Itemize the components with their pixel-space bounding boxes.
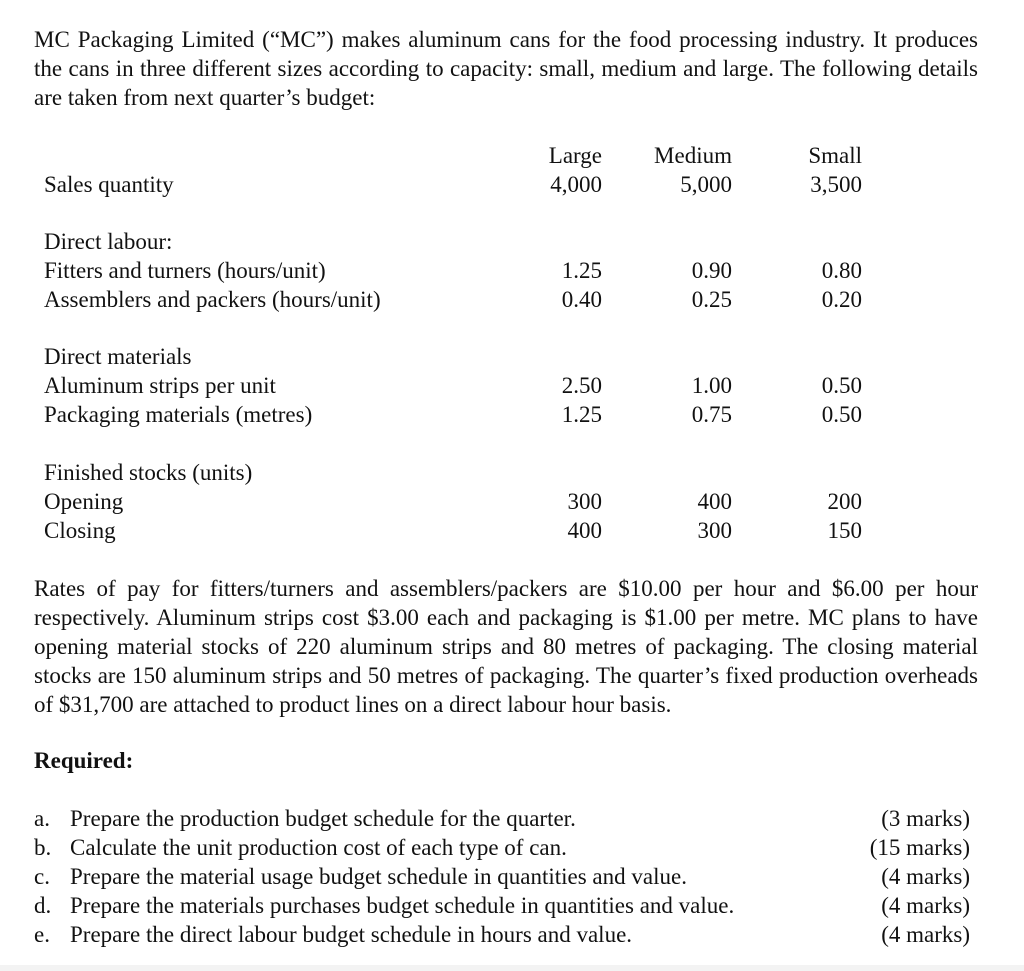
value-large: 2.50	[561, 373, 602, 398]
value-large: 4,000	[550, 172, 602, 197]
column-header-small: Small	[808, 143, 862, 168]
table-row	[0, 516, 1024, 545]
row-label: Fitters and turners (hours/unit)	[44, 258, 326, 283]
value-medium: 300	[697, 518, 732, 543]
question-text: Prepare the direct labour budget schedule in hours and value.	[70, 922, 633, 947]
section-label: Direct labour:	[44, 229, 173, 254]
table-row	[0, 371, 1024, 400]
question-letter: c.	[34, 864, 50, 889]
question-item	[0, 920, 1024, 949]
row-label: Assemblers and packers (hours/unit)	[44, 287, 381, 312]
question-marks: (4 marks)	[881, 893, 970, 918]
table-header-row	[0, 141, 1024, 170]
row-label: Closing	[44, 518, 116, 543]
table-row	[0, 285, 1024, 314]
value-large: 1.25	[561, 402, 602, 427]
value-large: 1.25	[561, 258, 602, 283]
value-medium: 0.90	[691, 258, 732, 283]
value-medium: 5,000	[680, 172, 732, 197]
question-letter: e.	[34, 922, 50, 947]
value-medium: 0.25	[691, 287, 732, 312]
value-small: 150	[827, 518, 862, 543]
question-text: Prepare the production budget schedule for the quarter.	[70, 806, 576, 831]
question-item	[0, 804, 1024, 833]
value-small: 0.80	[821, 258, 862, 283]
page-bottom-edge	[0, 965, 1024, 971]
value-medium: 400	[697, 489, 732, 514]
table-row	[0, 458, 1024, 487]
row-label: Sales quantity	[44, 172, 174, 197]
question-text: Prepare the materials purchases budget schedule in quantities and value.	[70, 893, 735, 918]
row-label: Aluminum strips per unit	[44, 373, 276, 398]
value-large: 300	[567, 489, 602, 514]
question-marks: (4 marks)	[881, 922, 970, 947]
question-marks: (3 marks)	[881, 806, 970, 831]
question-letter: a.	[34, 806, 50, 831]
rates-paragraph: Rates of pay for fitters/turners and assemblers/packers are $10.00 per hour and $6.00 per hour respectively. Aluminum strips cost $3.00 each and packaging is $1.00 per metre. MC plans to have opening material stocks of 220 aluminum strips and 80 metres of packaging. The closing material stocks are 150 aluminum strips and 50 metres of packaging. The quarter’s fixed production overheads of $31,700 are attached to product lines on a direct labour hour basis.	[34, 576, 978, 717]
table-row	[0, 256, 1024, 285]
value-small: 0.50	[821, 373, 862, 398]
table-row	[0, 170, 1024, 199]
value-small: 0.50	[821, 402, 862, 427]
question-item	[0, 891, 1024, 920]
value-small: 3,500	[810, 172, 862, 197]
table-row	[0, 342, 1024, 371]
question-item	[0, 833, 1024, 862]
question-text: Calculate the unit production cost of each type of can.	[70, 835, 567, 860]
question-letter: d.	[34, 893, 52, 918]
question-item	[0, 862, 1024, 891]
intro-paragraph: MC Packaging Limited (“MC”) makes aluminum cans for the food processing industry. It produces the cans in three different sizes according to capacity: small, medium and large. The following details are taken from next quarter’s budget:	[34, 27, 978, 110]
question-text: Prepare the material usage budget schedule in quantities and value.	[70, 864, 687, 889]
section-label: Finished stocks (units)	[44, 460, 253, 485]
column-header-large: Large	[548, 143, 602, 168]
value-medium: 0.75	[691, 402, 732, 427]
question-letter: b.	[34, 835, 52, 860]
required-heading: Required:	[34, 748, 134, 773]
row-label: Opening	[44, 489, 124, 514]
table-row	[0, 227, 1024, 256]
section-label: Direct materials	[44, 344, 192, 369]
question-marks: (15 marks)	[869, 835, 970, 860]
table-row	[0, 400, 1024, 429]
value-medium: 1.00	[691, 373, 732, 398]
row-label: Packaging materials (metres)	[44, 402, 313, 427]
value-large: 400	[567, 518, 602, 543]
column-header-medium: Medium	[654, 143, 732, 168]
table-row	[0, 487, 1024, 516]
question-marks: (4 marks)	[881, 864, 970, 889]
value-large: 0.40	[561, 287, 602, 312]
value-small: 200	[827, 489, 862, 514]
value-small: 0.20	[821, 287, 862, 312]
